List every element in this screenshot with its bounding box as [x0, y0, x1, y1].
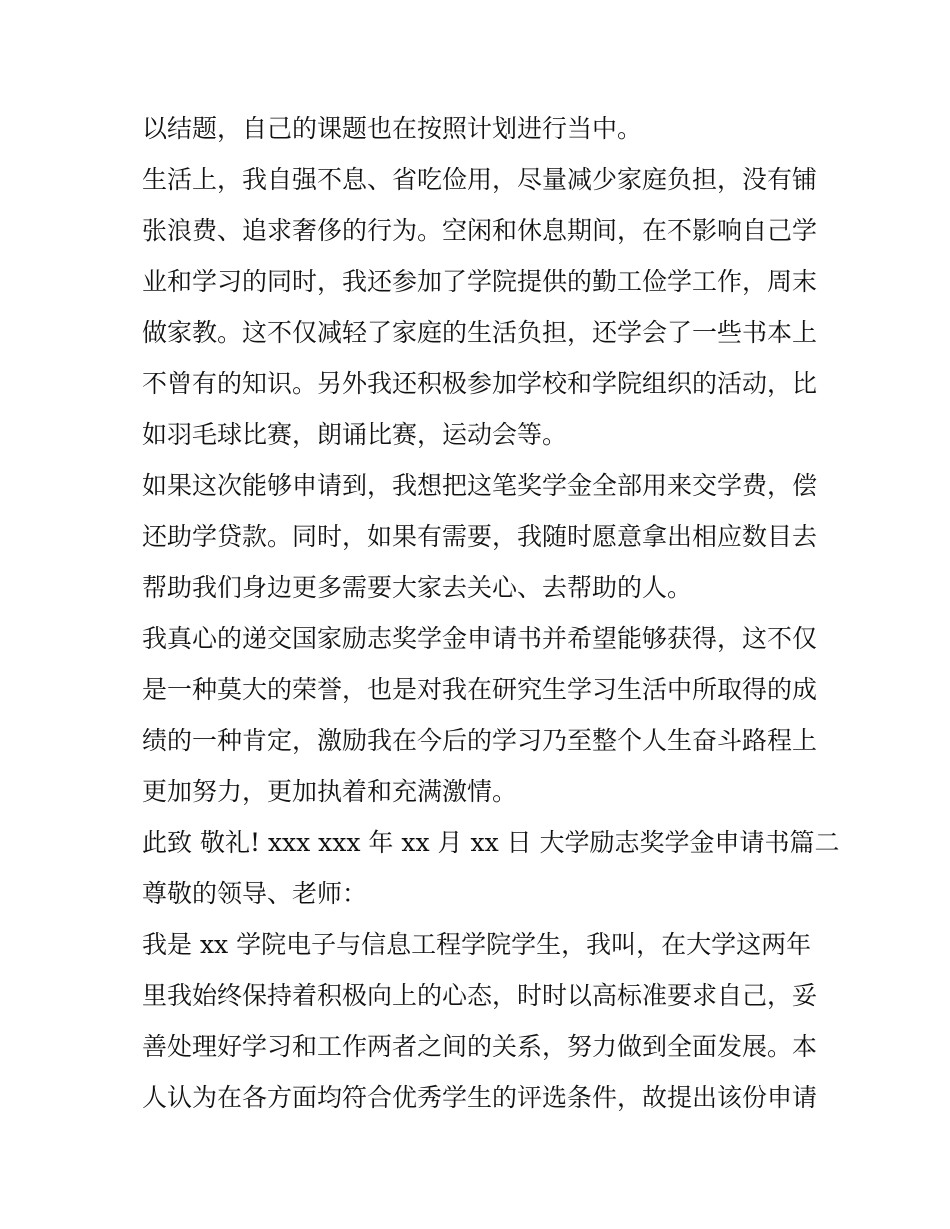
text-line: 做家教。这不仅减轻了家庭的生活负担，还学会了一些书本上	[142, 318, 818, 347]
text-line: 以结题，自己的课题也在按照计划进行当中。	[142, 114, 643, 143]
text-line: 业和学习的同时，我还参加了学院提供的勤工俭学工作，周末	[142, 267, 818, 296]
text-line: 更加努力，更加执着和充满激情。	[142, 777, 518, 806]
text-line: 我是 xx 学院电子与信息工程学院学生，我叫，在大学这两年	[142, 930, 812, 959]
text-line: 绩的一种肯定，激励我在今后的学习乃至整个人生奋斗路程上	[142, 726, 818, 755]
text-line: 如羽毛球比赛，朗诵比赛，运动会等。	[142, 420, 568, 449]
text-line: 尊敬的领导、老师：	[142, 879, 368, 908]
text-line: 如果这次能够申请到，我想把这笔奖学金全部用来交学费，偿	[142, 471, 818, 500]
text-line: 是一种莫大的荣誉，也是对我在研究生学习生活中所取得的成	[142, 675, 818, 704]
text-line: 帮助我们身边更多需要大家去关心、去帮助的人。	[142, 573, 693, 602]
document-body-text	[142, 103, 840, 1123]
text-line: 我真心的递交国家励志奖学金申请书并希望能够获得，这不仅	[142, 624, 818, 653]
text-line: 生活上，我自强不息、省吃俭用，尽量减少家庭负担，没有铺	[142, 165, 818, 194]
text-line: 善处理好学习和工作两者之间的关系，努力做到全面发展。本	[142, 1032, 818, 1061]
text-line: 人认为在各方面均符合优秀学生的评选条件，故提出该份申请	[142, 1083, 818, 1112]
text-line: 张浪费、追求奢侈的行为。空闲和休息期间，在不影响自己学	[142, 216, 818, 245]
text-line: 还助学贷款。同时，如果有需要，我随时愿意拿出相应数目去	[142, 522, 818, 551]
text-line: 不曾有的知识。另外我还积极参加学校和学院组织的活动，比	[142, 369, 818, 398]
text-line: 此致 敬礼! xxx xxx 年 xx 月 xx 日 大学励志奖学金申请书篇二	[142, 828, 840, 857]
text-line: 里我始终保持着积极向上的心态，时时以高标准要求自己，妥	[142, 981, 818, 1010]
